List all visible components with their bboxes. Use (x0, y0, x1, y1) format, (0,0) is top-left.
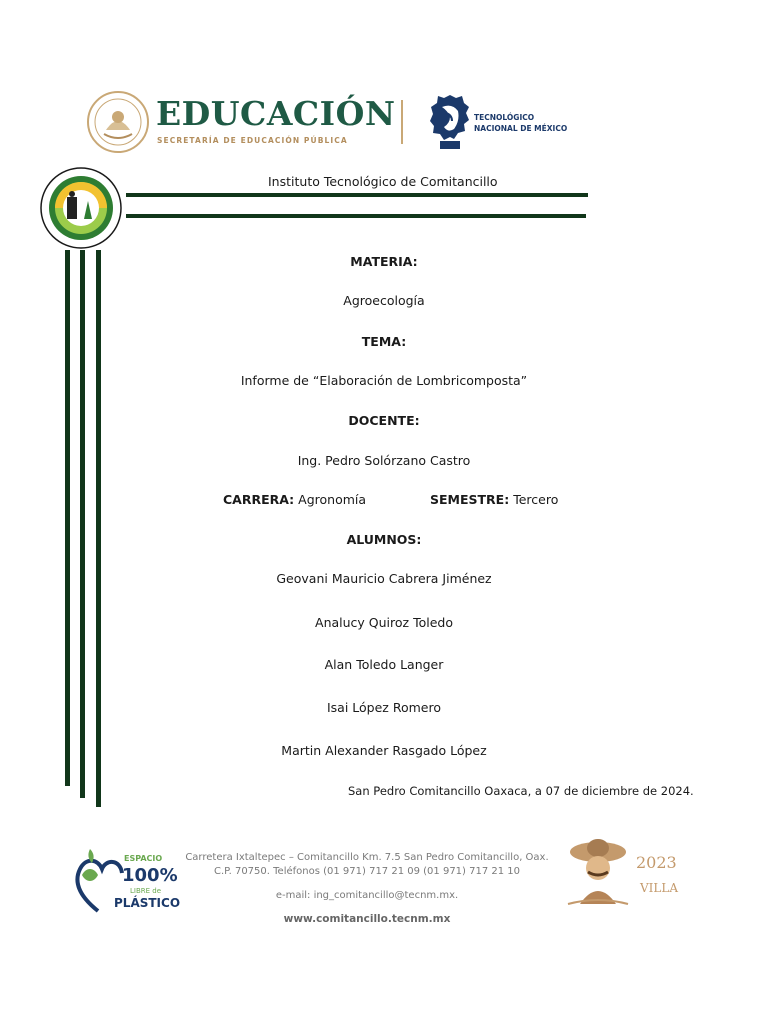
semestre-label: SEMESTRE: (430, 492, 510, 507)
student-name: Geovani Mauricio Cabrera Jiménez (276, 571, 492, 586)
materia-label: MATERIA: (350, 254, 418, 269)
plastic-logo-line1: ESPACIO (124, 854, 163, 863)
villa-logo-name: VILLA (640, 881, 679, 895)
materia-value: Agroecología (343, 293, 425, 308)
plastic-logo-line4: PLÁSTICO (114, 896, 181, 910)
tema-value: Informe de “Elaboración de Lombricomposta” (240, 373, 528, 388)
plastic-free-logo (72, 845, 181, 917)
plastic-logo-line2: 100% (122, 865, 178, 886)
student-name: Martin Alexander Rasgado López (281, 743, 487, 758)
institute-logo (40, 167, 122, 249)
docente-value: Ing. Pedro Solórzano Castro (297, 453, 471, 468)
edu-title: EDUCACIÓN (156, 94, 396, 133)
semestre-value: Tercero (513, 492, 559, 507)
tema-label: TEMA: (361, 334, 407, 349)
header-bar-top (126, 193, 588, 197)
student-name: Isai López Romero (326, 700, 441, 715)
student-name: Analucy Quiroz Toledo (315, 615, 453, 630)
footer-email: e-mail: ing_comitancillo@tecnm.mx. (275, 890, 459, 901)
footer-address-1: Carretera Ixtaltepec – Comitancillo Km. 7.5 San Pedro Comitancillo, Oax. (185, 852, 549, 863)
student-name: Alan Toledo Langer (324, 657, 444, 672)
semestre-row (430, 492, 558, 507)
tecnm-wordmark (474, 112, 567, 134)
tecnm-line1: TECNOLÓGICO (474, 113, 535, 122)
footer-website: www.comitancillo.tecnm.mx (283, 913, 451, 925)
docente-label: DOCENTE: (348, 413, 420, 428)
national-seal-logo (86, 90, 150, 154)
side-bar-2 (80, 250, 85, 798)
plastic-logo-line3: LIBRE de (130, 887, 162, 895)
villa-logo-year: 2023 (636, 853, 677, 872)
footer-address-2: C.P. 70750. Teléfonos (01 971) 717 21 09 (01 971) 717 21 10 (213, 866, 521, 877)
carrera-label: CARRERA: (223, 492, 295, 507)
institute-name: Instituto Tecnológico de Comitancillo (268, 174, 498, 189)
alumnos-label: ALUMNOS: (346, 532, 422, 547)
tecnm-line2: NACIONAL DE MÉXICO (474, 124, 568, 133)
header-divider (401, 100, 403, 144)
carrera-row (223, 492, 366, 507)
header-bar-bottom (126, 214, 586, 218)
tecnm-gear-logo (430, 93, 470, 151)
villa-2023-logo (566, 838, 684, 910)
edu-subtitle: SECRETARÍA DE EDUCACIÓN PÚBLICA (157, 136, 348, 145)
date-line: San Pedro Comitancillo Oaxaca, a 07 de diciembre de 2024. (348, 784, 694, 798)
carrera-value: Agronomía (298, 492, 367, 507)
